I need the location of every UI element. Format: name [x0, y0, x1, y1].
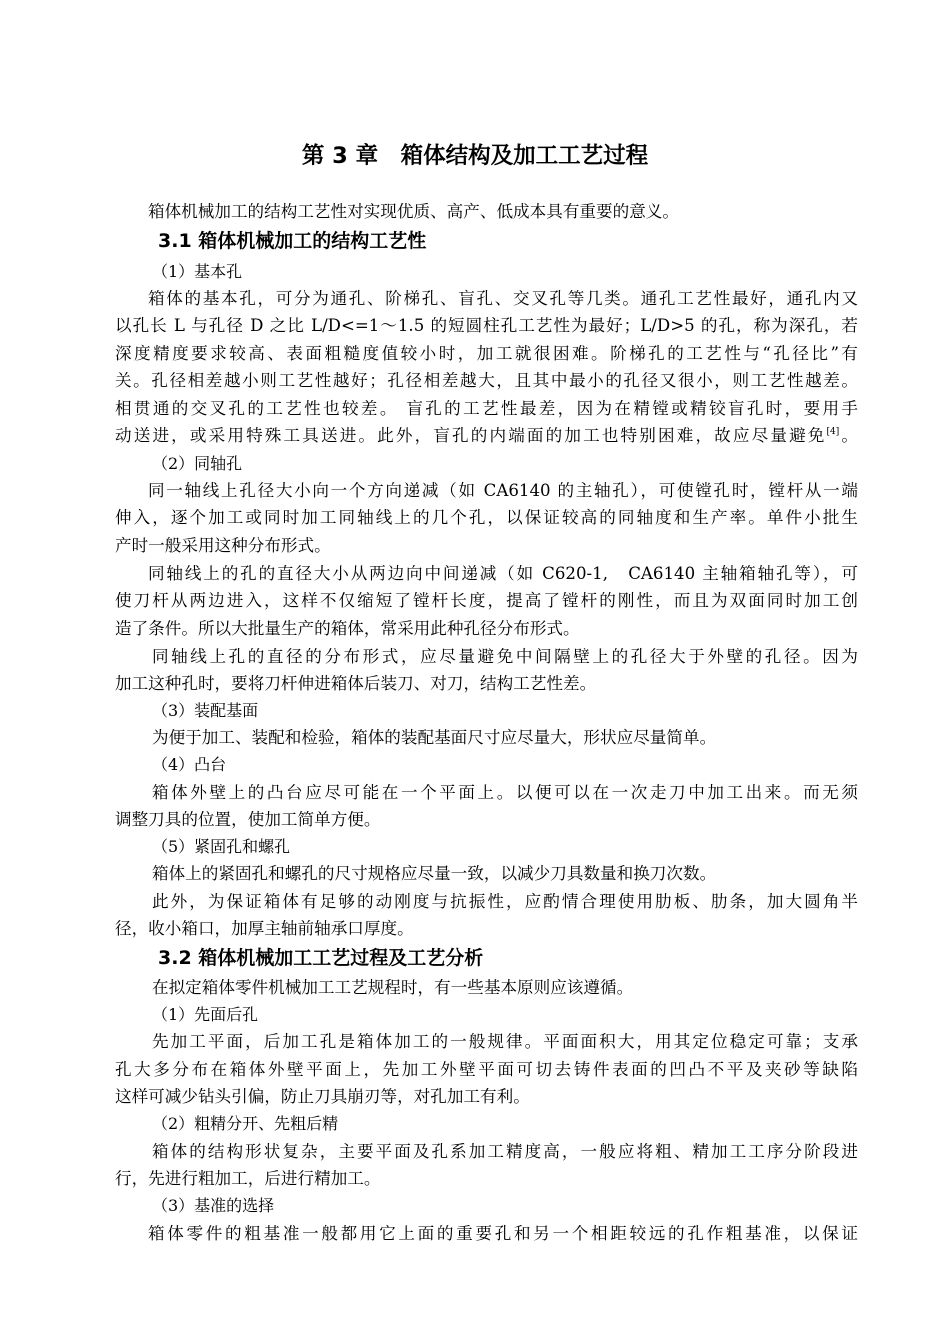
- paragraph-line: 使刀杆从两边进入，这样不仅缩短了镗杆长度，提高了镗杆的刚性，而且为双面同时加工创: [115, 591, 858, 610]
- subheading-fastening-holes: （5）紧固孔和螺孔: [152, 837, 291, 856]
- paragraph-line: 伸入，逐个加工或同时加工同轴线上的几个孔，以保证较高的同轴度和生产率。单件小批生: [115, 508, 858, 527]
- subheading-assembly-base: （3）装配基面: [152, 701, 259, 720]
- paragraph-line: 调整刀具的位置，使加工简单方便。: [115, 810, 381, 829]
- subheading-datum-selection: （3）基准的选择: [152, 1196, 275, 1215]
- chapter-title: 第 3 章 箱体结构及加工工艺过程: [301, 143, 649, 169]
- paragraph-line: 箱体的结构形状复杂，主要平面及孔系加工精度高，一般应将粗、精加工工序分阶段进: [152, 1142, 858, 1161]
- paragraph-line: 同轴线上的孔的直径大小从两边向中间递减（如 C620-1, CA6140 主轴箱轴孔等），可: [148, 564, 858, 583]
- section-3-1-heading: 3.1 箱体机械加工的结构工艺性: [158, 230, 427, 252]
- paragraph-line: 产时一般采用这种分布形式。: [115, 536, 331, 555]
- subheading-coaxial-hole: （2）同轴孔: [152, 454, 243, 473]
- paragraph-end: 。: [839, 426, 859, 445]
- paragraph-line: 加工这种孔时，要将刀杆伸进箱体后装刀、对刀，结构工艺性差。: [115, 674, 597, 693]
- citation-ref: [4]: [826, 427, 840, 437]
- paragraph-line: 关。孔径相差越小则工艺性越好；孔径相差越大，且其中最小的孔径又很小，则工艺性越差。: [115, 371, 858, 390]
- paragraph-text: 动送进，或采用特殊工具送进。此外，盲孔的内端面的加工也特别困难，故应尽量避免: [115, 426, 827, 445]
- paragraph-line: 箱体的基本孔，可分为通孔、阶梯孔、盲孔、交叉孔等几类。通孔工艺性最好，通孔内又: [148, 289, 858, 308]
- subheading-boss: （4）凸台: [152, 755, 227, 774]
- subheading-face-before-hole: （1）先面后孔: [152, 1005, 259, 1024]
- paragraph-line-with-citation: [115, 422, 858, 446]
- paragraph-line: 先加工平面，后加工孔是箱体加工的一般规律。平面面积大，用其定位稳定可靠；支承: [152, 1032, 858, 1051]
- paragraph-line: 同轴线上孔的直径的分布形式，应尽量避免中间隔壁上的孔径大于外壁的孔径。因为: [152, 647, 858, 666]
- section-3-2-heading: 3.2 箱体机械加工工艺过程及工艺分析: [158, 947, 484, 969]
- paragraph-line: 为便于加工、装配和检验，箱体的装配基面尺寸应尽量大，形状应尽量简单。: [152, 728, 717, 747]
- paragraph-line: 造了条件。所以大批量生产的箱体，常采用此种孔径分布形式。: [115, 619, 580, 638]
- paragraph-line: 行，先进行粗加工，后进行精加工。: [115, 1169, 381, 1188]
- subheading-basic-hole: （1）基本孔: [152, 262, 243, 281]
- paragraph-line: 径，收小箱口，加厚主轴前轴承口厚度。: [115, 919, 414, 938]
- subheading-rough-then-finish: （2）粗精分开、先粗后精: [152, 1114, 339, 1133]
- paragraph-line: 同一轴线上孔径大小向一个方向递减（如 CA6140 的主轴孔），可使镗孔时，镗杆从一端: [148, 481, 858, 500]
- paragraph-line: 箱体上的紧固孔和螺孔的尺寸规格应尽量一致，以减少刀具数量和换刀次数。: [152, 864, 717, 883]
- paragraph-line: 孔大多分布在箱体外壁平面上，先加工外壁平面可切去铸件表面的凹凸不平及夹砂等缺陷: [115, 1060, 858, 1079]
- paragraph-line: 以孔长 L 与孔径 D 之比 L/D<=1～1.5 的短圆柱孔工艺性为最好；L/D>5 的孔，称为深孔，若: [115, 316, 858, 335]
- paragraph-line: 箱体零件的粗基准一般都用它上面的重要孔和另一个相距较远的孔作粗基准，以保证: [148, 1224, 858, 1243]
- paragraph-line: 在拟定箱体零件机械加工工艺规程时，有一些基本原则应该遵循。: [152, 978, 634, 997]
- paragraph-line: 这样可减少钻头引偏，防止刀具崩刃等，对孔加工有利。: [115, 1087, 530, 1106]
- paragraph-line: 箱体外壁上的凸台应尽可能在一个平面上。以便可以在一次走刀中加工出来。而无须: [152, 783, 858, 802]
- paragraph-line: 相贯通的交叉孔的工艺性也较差。 盲孔的工艺性最差，因为在精镗或精铰盲孔时，要用手: [115, 399, 858, 418]
- paragraph-line: 深度精度要求较高、表面粗糙度值较小时，加工就很困难。阶梯孔的工艺性与“孔径比”有: [115, 344, 858, 363]
- paragraph-line: 此外，为保证箱体有足够的动刚度与抗振性，应酌情合理使用肋板、肋条，加大圆角半: [152, 892, 858, 911]
- intro-paragraph: 箱体机械加工的结构工艺性对实现优质、高产、低成本具有重要的意义。: [148, 202, 679, 221]
